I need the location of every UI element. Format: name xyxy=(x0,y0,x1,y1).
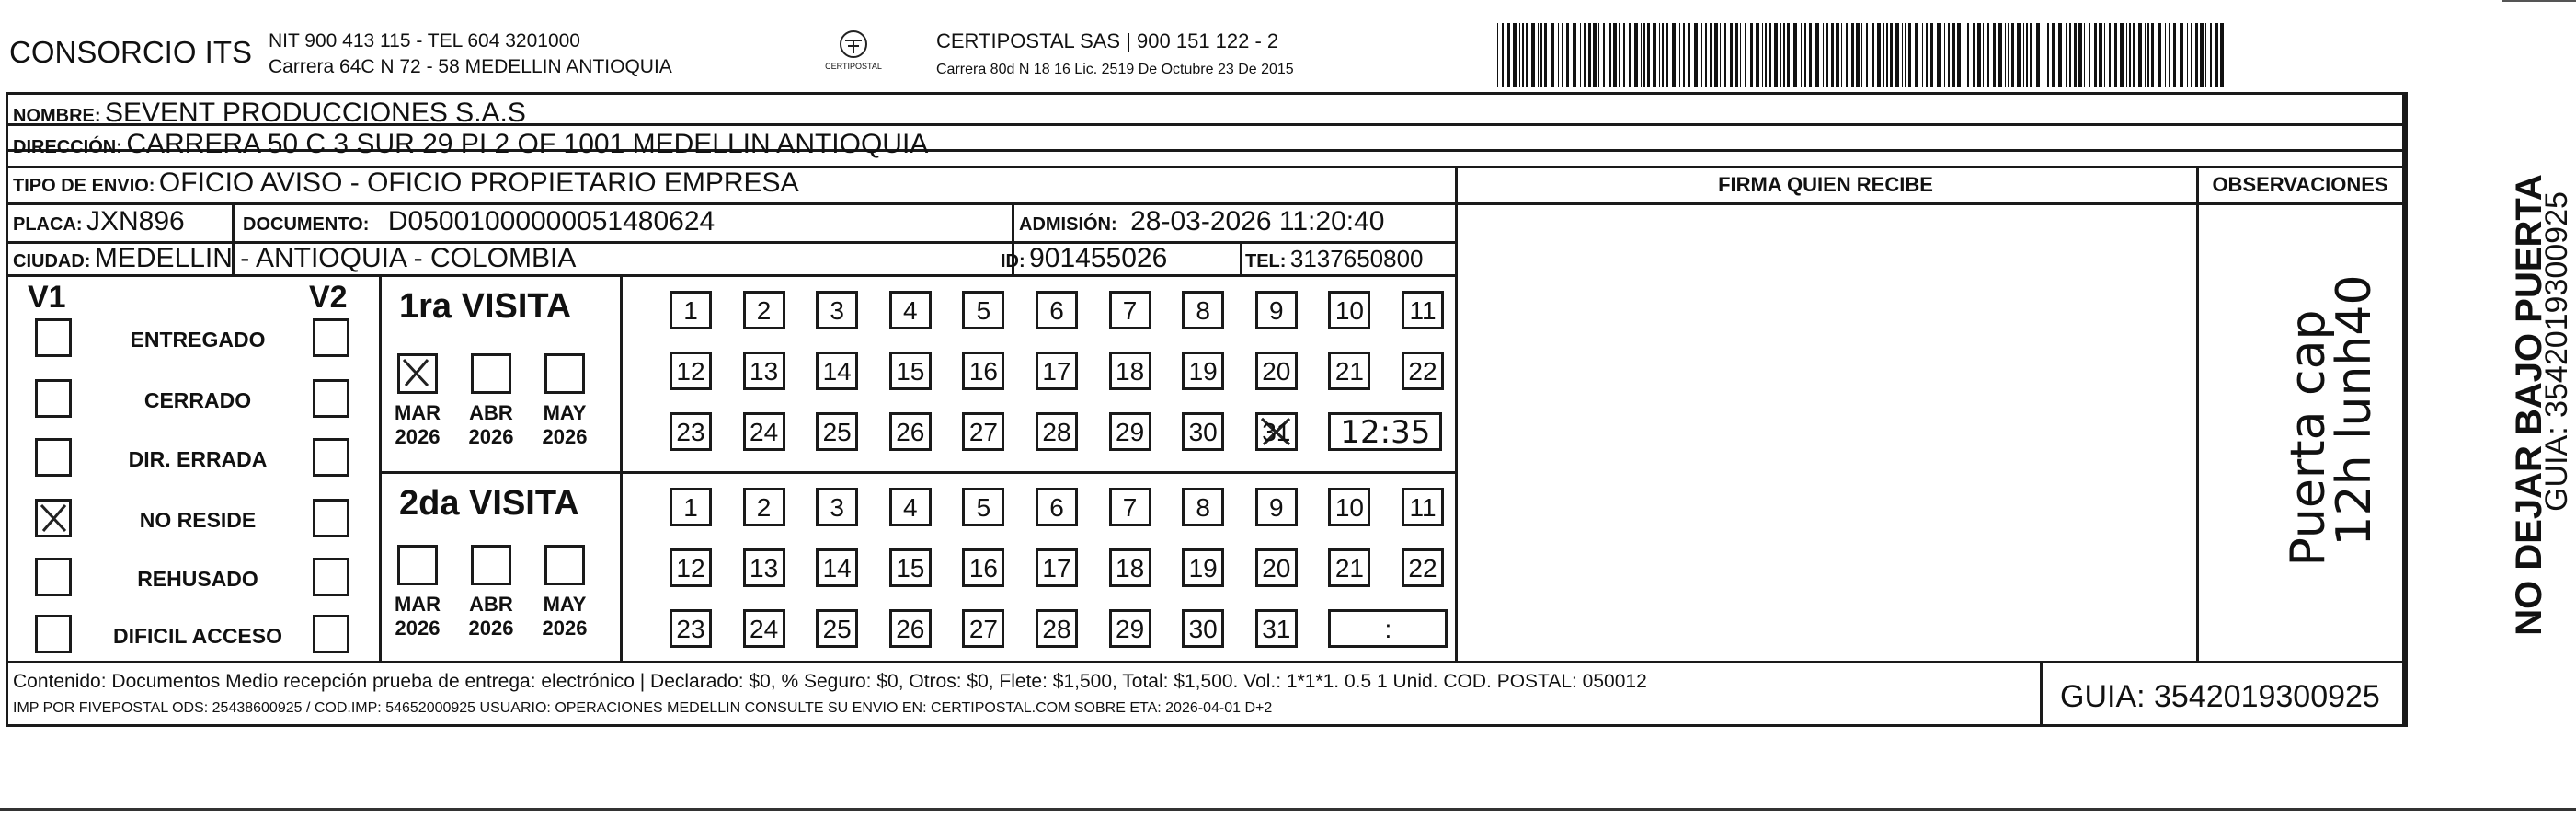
visit1-day-16[interactable]: 16 xyxy=(962,352,1004,390)
id-value: 901455026 xyxy=(1029,243,1168,273)
barcode-bar xyxy=(1623,23,1625,87)
barcode-bar xyxy=(1856,23,1860,87)
tipo-envio-value: OFICIO AVISO - OFICIO PROPIETARIO EMPRESA xyxy=(158,167,799,198)
barcode-bar xyxy=(1745,23,1746,87)
visit1-day-8[interactable]: 8 xyxy=(1182,291,1224,329)
barcode-bar xyxy=(2099,23,2102,87)
barcode-bar xyxy=(1774,23,1778,87)
status-label-5: DIFICIL ACCESO xyxy=(112,624,282,648)
visit1-month-box-1[interactable] xyxy=(471,353,511,394)
barcode-bar xyxy=(1783,23,1785,87)
barcode-bar xyxy=(1507,23,1510,87)
visit2-day-18[interactable]: 18 xyxy=(1109,548,1151,587)
visit2-day-14[interactable]: 14 xyxy=(816,548,858,587)
documento-value: D05001000000051480624 xyxy=(387,206,716,236)
visit2-year-label-2: 2026 xyxy=(542,617,588,640)
barcode-bar xyxy=(1804,23,1806,87)
visit2-day-9[interactable]: 9 xyxy=(1255,488,1298,526)
barcode-bar xyxy=(1688,23,1690,87)
barcode-bar xyxy=(1710,23,1712,87)
visit1-day-29[interactable]: 29 xyxy=(1109,412,1151,451)
barcode-bar xyxy=(1765,23,1767,87)
visit2-day-25[interactable]: 25 xyxy=(816,609,858,648)
barcode-bar xyxy=(1987,23,1989,87)
barcode-bar xyxy=(1769,23,1771,87)
barcode-bar xyxy=(2147,23,2149,87)
tel-value: 3137650800 xyxy=(1289,245,1424,272)
barcode-bar xyxy=(1598,23,1599,87)
barcode-bar xyxy=(1531,23,1535,87)
barcode-bar xyxy=(1883,23,1884,87)
visit2-month-box-0[interactable] xyxy=(397,545,438,585)
visit2-day-21[interactable]: 21 xyxy=(1328,548,1370,587)
v2-checkbox-5[interactable] xyxy=(313,615,349,653)
barcode-bar xyxy=(2066,23,2067,87)
v2-checkbox-4[interactable] xyxy=(313,558,349,596)
barcode-bar xyxy=(1902,23,1903,87)
visit2-day-16[interactable]: 16 xyxy=(962,548,1004,587)
visit1-day-24[interactable]: 24 xyxy=(743,412,785,451)
documento-label: DOCUMENTO: xyxy=(243,214,370,235)
visit2-year-label-1: 2026 xyxy=(468,617,514,640)
certipostal-logo xyxy=(817,28,890,79)
visit2-day-30[interactable]: 30 xyxy=(1182,609,1224,648)
footer-guia: GUIA: 3542019300925 xyxy=(2060,679,2380,714)
barcode-bar xyxy=(1787,23,1790,87)
barcode-bar xyxy=(1641,23,1642,87)
barcode-bar xyxy=(1519,23,1520,87)
direccion-label: DIRECCIÓN: xyxy=(13,137,122,157)
company-line2: Carrera 64C N 72 - 58 MEDELLIN ANTIOQUIA xyxy=(269,56,672,77)
barcode-bar xyxy=(1705,23,1707,87)
barcode-bar xyxy=(1756,23,1759,87)
barcode-bar xyxy=(1944,23,1945,87)
visit1-day-2[interactable]: 2 xyxy=(743,291,785,329)
barcode-bar xyxy=(1701,23,1702,87)
barcode-bar xyxy=(1513,23,1517,87)
barcode-bar xyxy=(1952,23,1955,87)
visit1-day-27[interactable]: 27 xyxy=(962,412,1004,451)
barcode-bar xyxy=(2195,23,2198,87)
barcode-bar xyxy=(1836,23,1839,87)
barcode-bar xyxy=(2104,23,2105,87)
visit2-day-24[interactable]: 24 xyxy=(743,609,785,648)
footer-line1: Contenido: Documentos Medio recepción prueba de entrega: electrónico | Declarado: $0, % Seguro: $0, Otros: $0, Flete: $1,500, Total: $1,500. Vol.: 1*1*1. 0.5 1 Unid. COD. POSTAL: 050012 xyxy=(13,671,1647,692)
barcode-bar xyxy=(2114,23,2117,87)
visit2-day-28[interactable]: 28 xyxy=(1036,609,1078,648)
visit2-month-label-1: ABR xyxy=(469,593,513,616)
visit1-month-box-2[interactable] xyxy=(544,353,585,394)
placa-label: PLACA: xyxy=(13,214,83,235)
visit1-month-box-0[interactable] xyxy=(397,353,438,394)
barcode-bar xyxy=(2220,23,2224,87)
barcode-bar xyxy=(2126,23,2127,87)
barcode-bar xyxy=(2005,23,2006,87)
barcode-bar xyxy=(2187,23,2188,87)
barcode-bar xyxy=(1801,23,1802,87)
barcode-bar xyxy=(2030,23,2032,87)
visit2-day-6[interactable]: 6 xyxy=(1036,488,1078,526)
visit2-month-box-1[interactable] xyxy=(471,545,511,585)
barcode-bar xyxy=(2151,23,2154,87)
barcode-bar xyxy=(1679,23,1680,87)
visit2-day-19[interactable]: 19 xyxy=(1182,548,1224,587)
carrier-line1: CERTIPOSTAL SAS | 900 151 122 - 2 xyxy=(936,29,1279,52)
barcode-bar xyxy=(2069,23,2071,87)
visit1-month-label-1: ABR xyxy=(469,401,513,424)
barcode-bar xyxy=(1823,23,1824,87)
observaciones-handwriting-1: Puerta cap xyxy=(2281,309,2336,567)
barcode-bar xyxy=(1937,23,1941,87)
barcode-bar xyxy=(1562,23,1563,87)
barcode-bar xyxy=(2215,23,2218,87)
observaciones-label: OBSERVACIONES xyxy=(2212,173,2388,196)
visit1-day-21[interactable]: 21 xyxy=(1328,352,1370,390)
visit2-title: 2da VISITA xyxy=(399,484,579,523)
barcode-bar xyxy=(1659,23,1660,87)
visit1-day-19[interactable]: 19 xyxy=(1182,352,1224,390)
barcode-bar xyxy=(1634,23,1638,87)
barcode-bar xyxy=(1967,23,1969,87)
barcode-bar xyxy=(2145,23,2146,87)
company-line1: NIT 900 413 115 - TEL 604 3201000 xyxy=(269,30,580,52)
barcode-bar xyxy=(1926,23,1928,87)
barcode-bar xyxy=(1566,23,1569,87)
barcode-bar xyxy=(2089,23,2090,87)
barcode-bar xyxy=(1905,23,1906,87)
barcode-bar xyxy=(1551,23,1554,87)
company-name: CONSORCIO ITS xyxy=(9,35,253,69)
barcode-bar xyxy=(1735,23,1738,87)
visit2-day-29[interactable]: 29 xyxy=(1109,609,1151,648)
barcode-bar xyxy=(1841,23,1842,87)
barcode-bar xyxy=(2094,23,2097,87)
v1-checkbox-5[interactable] xyxy=(35,615,72,653)
barcode-bar xyxy=(1866,23,1868,87)
barcode-bar xyxy=(1826,23,1828,87)
side-no-dejar: NO DEJAR BAJO PUERTA xyxy=(2509,174,2549,636)
barcode-bar xyxy=(2210,23,2212,87)
barcode-bar xyxy=(1872,23,1874,87)
visit1-day-checked-label: 31 xyxy=(1262,418,1291,446)
v1-label: V1 xyxy=(28,280,66,315)
barcode-bar xyxy=(1540,23,1542,87)
barcode-bar xyxy=(2084,23,2085,87)
v1-checkbox-2[interactable] xyxy=(35,438,72,477)
v2-checkbox-0[interactable] xyxy=(313,318,349,357)
visit1-title: 1ra VISITA xyxy=(399,287,572,326)
visit2-day-10[interactable]: 10 xyxy=(1328,488,1370,526)
barcode xyxy=(1495,23,2227,87)
visit1-day-3[interactable]: 3 xyxy=(816,291,858,329)
barcode-bar xyxy=(1793,23,1797,87)
visit1-day-11[interactable]: 11 xyxy=(1402,291,1444,329)
barcode-bar xyxy=(1666,23,1668,87)
barcode-bar xyxy=(2074,23,2077,87)
barcode-bar xyxy=(2158,23,2161,87)
visit2-day-15[interactable]: 15 xyxy=(889,548,932,587)
visit2-day-8[interactable]: 8 xyxy=(1182,488,1224,526)
barcode-bar xyxy=(2120,23,2124,87)
barcode-bar xyxy=(1584,23,1586,87)
visit1-day-10[interactable]: 10 xyxy=(1328,291,1370,329)
barcode-bar xyxy=(1977,23,1981,87)
logo-text: CERTIPOSTAL xyxy=(825,62,882,71)
visit1-day-26[interactable]: 26 xyxy=(889,412,932,451)
visit2-month-label-2: MAY xyxy=(543,593,587,616)
visit2-day-4[interactable]: 4 xyxy=(889,488,932,526)
barcode-bar xyxy=(1886,23,1888,87)
visit1-day-9[interactable]: 9 xyxy=(1255,291,1298,329)
barcode-bar xyxy=(2173,23,2176,87)
barcode-bar xyxy=(2011,23,2014,87)
barcode-bar xyxy=(2165,23,2166,87)
visit2-day-5[interactable]: 5 xyxy=(962,488,1004,526)
visit1-day-28[interactable]: 28 xyxy=(1036,412,1078,451)
barcode-bar xyxy=(1890,23,1893,87)
placa-value: JXN896 xyxy=(86,206,185,236)
visit2-time-value: : xyxy=(1384,615,1392,643)
barcode-bar xyxy=(1846,23,1848,87)
barcode-bar xyxy=(1957,23,1961,87)
barcode-bar xyxy=(1993,23,1996,87)
barcode-bar xyxy=(1502,23,1504,87)
nombre-value: SEVENT PRODUCCIONES S.A.S xyxy=(105,98,526,128)
visit1-month-label-0: MAR xyxy=(394,401,441,424)
visit2-month-label-0: MAR xyxy=(394,593,441,616)
status-label-3: NO RESIDE xyxy=(139,508,257,532)
barcode-bar xyxy=(1629,23,1631,87)
barcode-bar xyxy=(2008,23,2009,87)
barcode-bar xyxy=(1831,23,1834,87)
admision-value: 28-03-2026 11:20:40 xyxy=(1130,206,1385,236)
barcode-bar xyxy=(1973,23,1975,87)
barcode-bar xyxy=(2023,23,2024,87)
visit1-day-13[interactable]: 13 xyxy=(743,352,785,390)
barcode-bar xyxy=(1730,23,1733,87)
barcode-bar xyxy=(2133,23,2135,87)
nombre-label: NOMBRE: xyxy=(13,106,101,126)
tel-label: TEL: xyxy=(1245,251,1287,271)
visit1-day-5[interactable]: 5 xyxy=(962,291,1004,329)
barcode-bar xyxy=(1780,23,1781,87)
visit2-day-17[interactable]: 17 xyxy=(1036,548,1078,587)
barcode-bar xyxy=(1740,23,1741,87)
v2-checkbox-3[interactable] xyxy=(313,499,349,537)
barcode-bar xyxy=(1522,23,1524,87)
visit1-day-14[interactable]: 14 xyxy=(816,352,858,390)
v2-checkbox-1[interactable] xyxy=(313,379,349,418)
footer-line2: IMP POR FIVEPOSTAL ODS: 25438600925 / COD.IMP: 54652000925 USUARIO: OPERACIONES MEDELLIN CONSULTE SU ENVIO EN: CERTIPOSTAL.COM SOBRE ETA: 2026-04-01 D+2 xyxy=(13,700,1273,716)
visit2-day-31[interactable]: 31 xyxy=(1255,609,1298,648)
visit1-day-checked[interactable] xyxy=(1255,412,1298,451)
barcode-bar xyxy=(1497,23,1498,87)
visit1-day-12[interactable]: 12 xyxy=(670,352,712,390)
barcode-bar xyxy=(1544,23,1547,87)
visit1-time-value: 12:35 xyxy=(1340,414,1431,451)
visit1-year-label-0: 2026 xyxy=(395,425,441,448)
status-label-4: REHUSADO xyxy=(137,567,258,591)
barcode-bar xyxy=(2205,23,2206,87)
barcode-bar xyxy=(2138,23,2142,87)
barcode-bar xyxy=(1609,23,1611,87)
visit2-day-7[interactable]: 7 xyxy=(1109,488,1151,526)
barcode-bar xyxy=(1948,23,1950,87)
barcode-bar xyxy=(1580,23,1581,87)
visit1-day-17[interactable]: 17 xyxy=(1036,352,1078,390)
visit1-day-1[interactable]: 1 xyxy=(670,291,712,329)
v1-checkbox-0[interactable] xyxy=(35,318,72,357)
visit2-time-box[interactable] xyxy=(1328,609,1448,648)
status-label-1: CERRADO xyxy=(143,388,252,412)
visit1-year-label-1: 2026 xyxy=(468,425,514,448)
barcode-bar xyxy=(1720,23,1721,87)
barcode-bar xyxy=(1724,23,1726,87)
visit2-month-box-2[interactable] xyxy=(544,545,585,585)
barcode-bar xyxy=(1603,23,1605,87)
visit2-day-13[interactable]: 13 xyxy=(743,548,785,587)
visit2-day-27[interactable]: 27 xyxy=(962,609,1004,648)
visit2-year-label-0: 2026 xyxy=(395,617,441,640)
barcode-bar xyxy=(1983,23,1984,87)
barcode-bar xyxy=(2109,23,2111,87)
signature-area[interactable] xyxy=(1459,206,2194,659)
barcode-bar xyxy=(1908,23,1911,87)
visit1-day-23[interactable]: 23 xyxy=(670,412,712,451)
v2-checkbox-2[interactable] xyxy=(313,438,349,477)
ciudad-label: CIUDAD: xyxy=(13,251,91,271)
visit2-day-3[interactable]: 3 xyxy=(816,488,858,526)
visit1-day-7[interactable]: 7 xyxy=(1109,291,1151,329)
barcode-bar xyxy=(1762,23,1763,87)
barcode-bar xyxy=(1683,23,1685,87)
firma-label: FIRMA QUIEN RECIBE xyxy=(1718,173,1933,196)
top-edge-line xyxy=(2502,0,2576,2)
barcode-bar xyxy=(2026,23,2028,87)
barcode-bar xyxy=(1750,23,1753,87)
direccion-value: CARRERA 50 C 3 SUR 29 PI 2 OF 1001 MEDELLIN ANTIOQUIA xyxy=(126,129,929,159)
page-bottom-line xyxy=(0,808,2576,811)
barcode-bar xyxy=(1851,23,1854,87)
barcode-bar xyxy=(1694,23,1698,87)
barcode-bar xyxy=(1588,23,1591,87)
barcode-bar xyxy=(1930,23,1933,87)
barcode-bar xyxy=(1895,23,1899,87)
barcode-bar xyxy=(1593,23,1597,87)
v1-checkbox-1[interactable] xyxy=(35,379,72,418)
barcode-bar xyxy=(1714,23,1718,87)
barcode-bar xyxy=(1647,23,1650,87)
carrier-line2: Carrera 80d N 18 16 Lic. 2519 De Octubre 23 De 2015 xyxy=(936,62,1294,77)
visit1-time-box[interactable] xyxy=(1328,412,1442,451)
barcode-bar xyxy=(2052,23,2055,87)
visit2-day-26[interactable]: 26 xyxy=(889,609,932,648)
visit1-day-20[interactable]: 20 xyxy=(1255,352,1298,390)
barcode-bar xyxy=(1526,23,1528,87)
v2-label: V2 xyxy=(309,280,348,315)
barcode-bar xyxy=(1573,23,1576,87)
visit1-day-25[interactable]: 25 xyxy=(816,412,858,451)
barcode-bar xyxy=(2191,23,2192,87)
visit1-year-label-2: 2026 xyxy=(542,425,588,448)
barcode-bar xyxy=(1538,23,1539,87)
barcode-bar xyxy=(2169,23,2170,87)
visit1-day-22[interactable]: 22 xyxy=(1402,352,1444,390)
barcode-bar xyxy=(1653,23,1656,87)
barcode-bar xyxy=(1877,23,1881,87)
barcode-bar xyxy=(2078,23,2082,87)
visit1-day-6[interactable]: 6 xyxy=(1036,291,1078,329)
barcode-bar xyxy=(1662,23,1664,87)
visit2-day-22[interactable]: 22 xyxy=(1402,548,1444,587)
barcode-bar xyxy=(1643,23,1645,87)
visit1-day-15[interactable]: 15 xyxy=(889,352,932,390)
visit1-day-4[interactable]: 4 xyxy=(889,291,932,329)
visit1-day-30[interactable]: 30 xyxy=(1182,412,1224,451)
visit2-day-2[interactable]: 2 xyxy=(743,488,785,526)
visit2-day-12[interactable]: 12 xyxy=(670,548,712,587)
barcode-bar xyxy=(1672,23,1676,87)
ciudad-value: MEDELLIN - ANTIOQUIA - COLOMBIA xyxy=(94,243,577,273)
barcode-bar xyxy=(2129,23,2131,87)
v1-checkbox-3[interactable] xyxy=(35,499,72,537)
barcode-bar xyxy=(1815,23,1819,87)
barcode-bar xyxy=(1998,23,2002,87)
observaciones-handwriting-2: 12h lunh40 xyxy=(2327,274,2382,547)
admision-label: ADMISIÓN: xyxy=(1019,214,1117,235)
barcode-bar xyxy=(1558,23,1559,87)
id-label: ID: xyxy=(1001,251,1025,271)
visit1-day-18[interactable]: 18 xyxy=(1109,352,1151,390)
visit2-day-11[interactable]: 11 xyxy=(1402,488,1444,526)
barcode-bar xyxy=(1809,23,1812,87)
barcode-bar xyxy=(2017,23,2021,87)
tipo-envio-label: TIPO DE ENVIO: xyxy=(13,176,155,196)
barcode-bar xyxy=(2058,23,2062,87)
barcode-bar xyxy=(1861,23,1862,87)
barcode-bar xyxy=(2047,23,2049,87)
visit2-day-1[interactable]: 1 xyxy=(670,488,712,526)
barcode-bar xyxy=(2200,23,2204,87)
status-label-2: DIR. ERRADA xyxy=(128,447,268,471)
barcode-bar xyxy=(2036,23,2040,87)
visit2-day-23[interactable]: 23 xyxy=(670,609,712,648)
barcode-bar xyxy=(1613,23,1617,87)
visit2-day-20[interactable]: 20 xyxy=(1255,548,1298,587)
barcode-bar xyxy=(1619,23,1620,87)
visit1-month-label-2: MAY xyxy=(543,401,587,424)
barcode-bar xyxy=(1915,23,1918,87)
side-guia: GUIA: 3542019300925 xyxy=(2539,191,2574,512)
v1-checkbox-4[interactable] xyxy=(35,558,72,596)
barcode-bar xyxy=(2180,23,2183,87)
barcode-bar xyxy=(1922,23,1923,87)
status-label-0: ENTREGADO xyxy=(130,328,266,352)
